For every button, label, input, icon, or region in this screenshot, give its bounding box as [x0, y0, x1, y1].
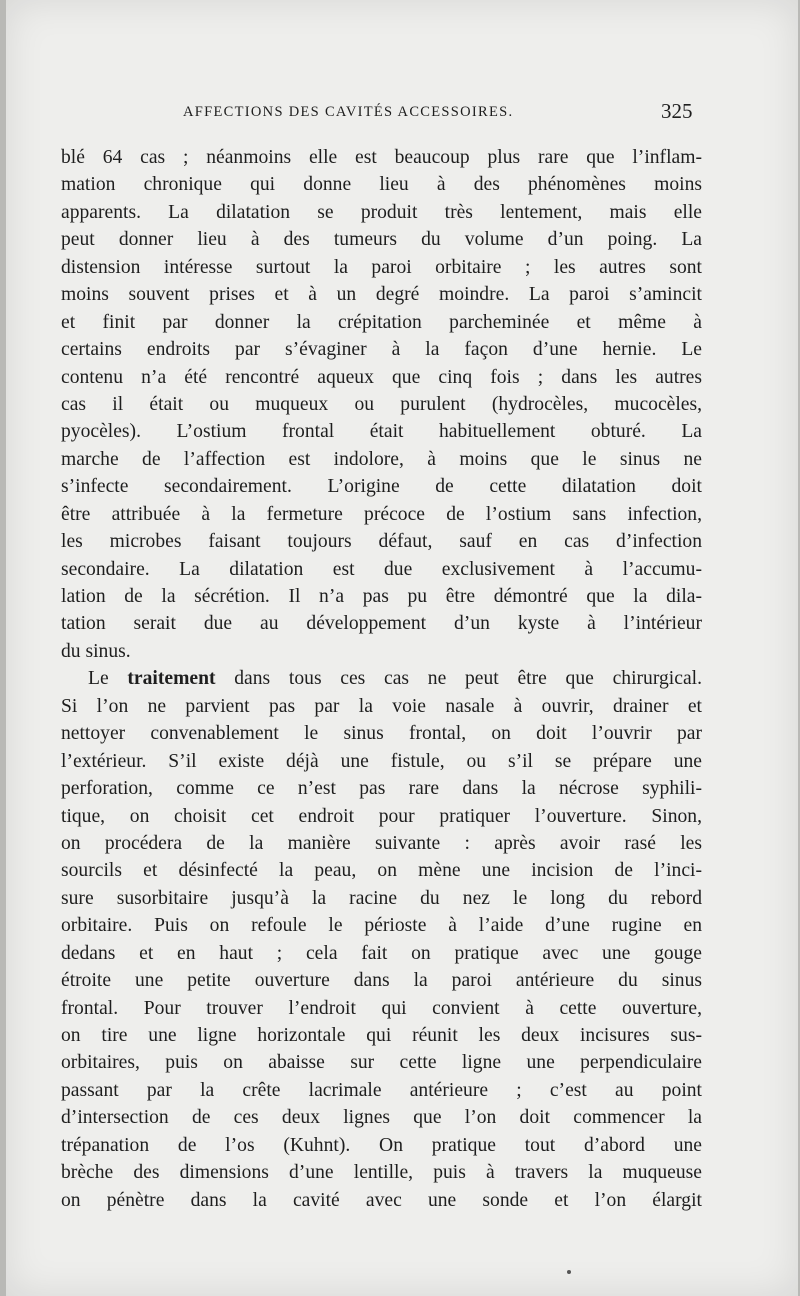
text-line: lation de la sécrétion. Il n’a pas pu être démontré que la dila- — [61, 586, 702, 607]
text-line: on procédera de la manière suivante : après avoir rasé les — [61, 832, 702, 854]
text-line: les microbes faisant toujours défaut, sauf en cas d’infection — [61, 531, 702, 553]
text-run: Le — [88, 668, 128, 690]
text-line: secondaire. La dilatation est due exclusivement à l’accumu- — [61, 558, 702, 580]
running-header-title: AFFECTIONS DES CAVITÉS ACCESSOIRES. — [183, 104, 514, 120]
text-line: dedans et en haut ; cela fait on pratique avec une gouge — [61, 942, 702, 964]
running-header — [0, 99, 800, 128]
text-line: passant par la crête lacrimale antérieure ; c’est au point — [61, 1079, 702, 1101]
text-line: orbitaire. Puis on refoule le périoste à l’aide d’une rugine en — [61, 915, 702, 937]
text-line: trépanation de l’os (Kuhnt). On pratique tout d’abord une — [61, 1134, 702, 1156]
text-line: marche de l’affection est indolore, à moins que le sinus ne — [61, 448, 702, 470]
text-line: apparents. La dilatation se produit très lentement, mais elle — [61, 201, 702, 223]
text-line: frontal. Pour trouver l’endroit qui convient à cette ouverture, — [61, 997, 702, 1019]
text-line: perforation, comme ce n’est pas rare dans la nécrose syphili- — [61, 778, 702, 800]
text-line: distension intéresse surtout la paroi orbitaire ; les autres sont — [61, 256, 702, 278]
text-line: l’extérieur. S’il existe déjà une fistule, ou s’il se prépare une — [61, 750, 702, 772]
text-line: brèche des dimensions d’une lentille, puis à travers la muqueuse — [61, 1162, 702, 1184]
text-line: on tire une ligne horizontale qui réunit les deux incisures sus- — [61, 1025, 702, 1046]
text-line: nettoyer convenablement le sinus frontal, on doit l’ouvrir par — [61, 723, 702, 745]
text-line: mation chronique qui donne lieu à des phénomènes moins — [61, 174, 702, 196]
text-line — [61, 665, 702, 692]
text-line: moins souvent prises et à un degré moindre. La paroi s’amincit — [61, 284, 702, 306]
text-line: sure susorbitaire jusqu’à la racine du nez le long du rebord — [61, 887, 702, 909]
text-run: dans tous ces cas ne peut être que chirurgical. — [215, 668, 702, 690]
text-line: sourcils et désinfecté la peau, on mène une incision de l’inci- — [61, 860, 702, 882]
text-line: peut donner lieu à des tumeurs du volume d’un poing. La — [61, 229, 702, 251]
text-line: du sinus. — [61, 640, 131, 662]
text-line: certains endroits par s’évaginer à la façon d’une hernie. Le — [61, 339, 702, 361]
text-line: d’intersection de ces deux lignes que l’on doit commencer la — [61, 1107, 702, 1129]
text-line: pyocèles). L’ostium frontal était habituellement obturé. La — [61, 421, 702, 443]
text-line: s’infecte secondairement. L’origine de cette dilatation doit — [61, 476, 702, 498]
body-text — [61, 144, 702, 1214]
text-line: cas il était ou muqueux ou purulent (hydrocèles, mucocèles, — [61, 393, 702, 415]
text-line: tation serait due au développement d’un kyste à l’intérieur — [61, 613, 702, 635]
emphasis-traitement: traitement — [127, 668, 216, 690]
page-number: 325 — [661, 99, 693, 123]
text-line: Si l’on ne parvient pas par la voie nasale à ouvrir, drainer et — [61, 695, 702, 717]
print-speck — [567, 1270, 571, 1274]
text-line: être attribuée à la fermeture précoce de l’ostium sans infection, — [61, 503, 702, 525]
text-line: contenu n’a été rencontré aqueux que cinq fois ; dans les autres — [61, 366, 702, 388]
text-line: on pénètre dans la cavité avec une sonde et l’on élargit — [61, 1189, 702, 1211]
paragraph-1 — [61, 144, 702, 665]
text-line: étroite une petite ouverture dans la paroi antérieure du sinus — [61, 970, 702, 992]
text-line: orbitaires, puis on abaisse sur cette ligne une perpendiculaire — [61, 1052, 702, 1074]
paragraph-2 — [61, 665, 702, 1214]
text-line: tique, on choisit cet endroit pour pratiquer l’ouverture. Sinon, — [61, 805, 702, 827]
text-line: blé 64 cas ; néanmoins elle est beaucoup plus rare que l’inflam- — [61, 147, 702, 168]
text-line: et finit par donner la crépitation parcheminée et même à — [61, 311, 702, 333]
